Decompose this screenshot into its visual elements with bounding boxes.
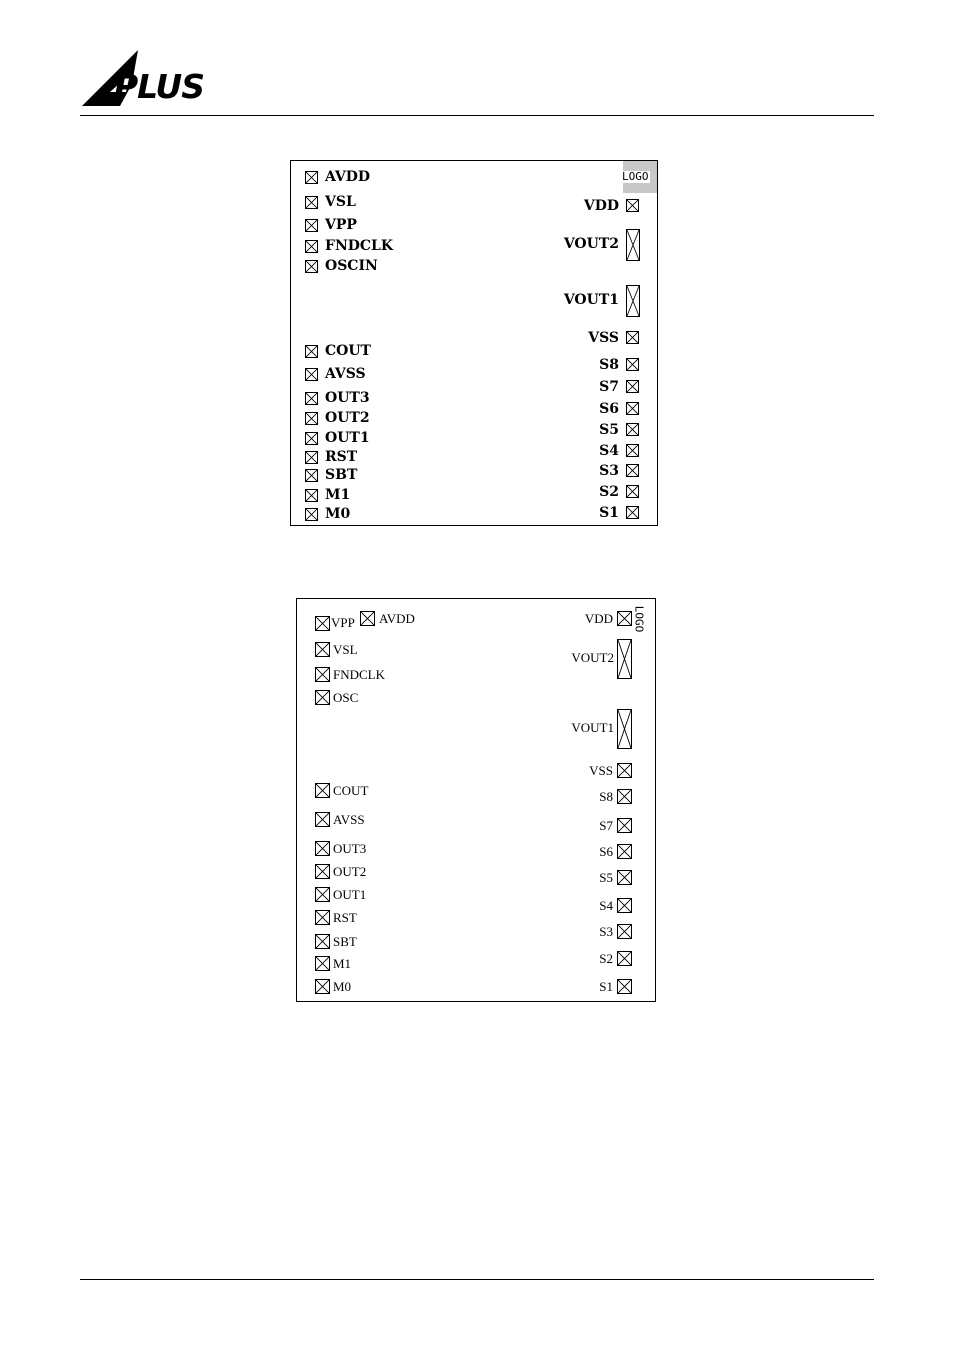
bond-pad-icon <box>305 469 318 482</box>
bond-pad-icon <box>617 898 632 913</box>
bond-pad-icon <box>360 611 375 626</box>
pin-label: VOUT2 <box>563 236 619 252</box>
bond-pad-icon <box>315 690 330 705</box>
pin-label: VOUT2 <box>571 650 614 665</box>
bond-pad-icon <box>626 358 639 371</box>
pin-label: S6 <box>599 401 619 417</box>
pin-label: VSS <box>588 330 619 346</box>
footer-rule <box>80 1279 874 1280</box>
pin-label: OSC <box>333 690 359 705</box>
pad-diagram-plain <box>296 598 656 1002</box>
bond-pad-icon <box>305 260 318 273</box>
pin-label: M1 <box>325 487 351 503</box>
pin-label: OUT2 <box>325 410 370 426</box>
bond-pad-icon <box>315 841 330 856</box>
bond-pad-icon <box>626 402 639 415</box>
bond-pad-icon <box>305 451 318 464</box>
pin-label: OUT1 <box>333 887 367 902</box>
pin-label: VOUT1 <box>563 292 619 308</box>
bond-pad-icon <box>305 240 318 253</box>
bond-pad-icon <box>315 956 330 971</box>
pin-label: FNDCLK <box>333 667 386 682</box>
pin-label: OUT3 <box>333 841 367 856</box>
bond-pad-icon <box>315 887 330 902</box>
pin-label: M0 <box>333 979 352 994</box>
bond-pad-icon <box>315 979 330 994</box>
pin-label: OUT3 <box>325 390 370 406</box>
bond-pad-icon <box>315 910 330 925</box>
bond-pad-icon <box>617 951 632 966</box>
bond-pad-icon <box>626 464 639 477</box>
bond-pad-icon <box>617 818 632 833</box>
pin-label: SBT <box>333 934 357 949</box>
bond-pad-icon <box>617 709 632 749</box>
pin-label: VDD <box>584 611 613 626</box>
pin-label: RST <box>325 449 358 465</box>
pin-label: SBT <box>325 467 358 483</box>
pin-label: S3 <box>599 924 613 939</box>
pin-label: S5 <box>599 870 613 885</box>
pin-label: S8 <box>599 357 619 373</box>
pin-label: VDD <box>583 198 619 214</box>
bond-pad-icon <box>617 763 632 778</box>
bond-pad-icon <box>626 331 639 344</box>
bond-pad-icon <box>315 783 330 798</box>
pin-label: S2 <box>599 951 613 966</box>
bond-pad-icon <box>315 864 330 879</box>
bond-pad-icon <box>305 412 318 425</box>
pin-label: OUT1 <box>325 430 370 446</box>
bond-pad-icon <box>315 667 330 682</box>
pin-label: S2 <box>599 484 619 500</box>
pin-label: VSL <box>325 194 356 210</box>
pin-label: M1 <box>333 956 352 971</box>
pin-label: S3 <box>599 463 619 479</box>
bond-pad-icon <box>617 789 632 804</box>
bond-pad-icon <box>626 423 639 436</box>
bond-pad-icon <box>626 285 640 317</box>
pin-label: S5 <box>599 422 619 438</box>
bond-pad-icon <box>617 611 632 626</box>
bond-pad-icon <box>305 508 318 521</box>
bond-pad-icon <box>315 642 330 657</box>
pin-label: M0 <box>325 506 351 522</box>
bond-pad-icon <box>626 199 639 212</box>
pin-label: AVDD <box>379 611 415 626</box>
pin-label: COUT <box>333 783 369 798</box>
bond-pad-icon <box>617 844 632 859</box>
pin-label: AVSS <box>333 812 365 827</box>
bond-pad-icon <box>305 392 318 405</box>
bond-pad-icon <box>315 812 330 827</box>
pin-label: VSL <box>333 642 358 657</box>
pin-label: S7 <box>599 818 613 833</box>
bond-pad-icon <box>305 196 318 209</box>
logo-mark <box>632 601 653 641</box>
bond-pad-icon <box>305 368 318 381</box>
pin-label: OSCIN <box>325 258 378 274</box>
bond-pad-icon <box>617 870 632 885</box>
logo-label: LOGO <box>622 170 649 183</box>
pin-label: S6 <box>599 844 613 859</box>
pin-label: AVSS <box>325 366 366 382</box>
bond-pad-icon <box>305 489 318 502</box>
bond-pad-icon <box>626 444 639 457</box>
bond-pad-icon <box>305 171 318 184</box>
logo-label: LOGO <box>632 605 646 633</box>
bond-pad-icon <box>305 345 318 358</box>
bond-pad-icon <box>305 432 318 445</box>
brand-text: PLUS <box>114 67 204 106</box>
pin-label: S1 <box>599 505 619 521</box>
bond-pad-icon <box>626 506 639 519</box>
bond-pad-icon <box>617 979 632 994</box>
pin-label: OUT2 <box>333 864 367 879</box>
pin-label: S8 <box>599 789 613 804</box>
pin-label: S7 <box>599 379 619 395</box>
bond-pad-icon <box>315 934 330 949</box>
pin-label: VPP <box>331 615 355 630</box>
pin-label: FNDCLK <box>325 238 394 254</box>
header-rule <box>80 115 874 116</box>
pin-label: VPP <box>325 217 357 233</box>
pin-label: VOUT1 <box>571 720 614 735</box>
bond-pad-icon <box>305 219 318 232</box>
bond-pad-icon <box>617 924 632 939</box>
bond-pad-icon <box>626 229 640 261</box>
bond-pad-icon <box>626 380 639 393</box>
logo-mark <box>623 161 657 193</box>
pin-label: AVDD <box>325 169 370 185</box>
company-logo <box>80 46 225 110</box>
pad-diagram-bold <box>290 160 658 526</box>
pin-label: S4 <box>599 898 613 913</box>
pin-label: VSS <box>589 763 613 778</box>
bond-pad-icon <box>315 616 330 631</box>
pin-label: COUT <box>325 343 371 359</box>
bond-pad-icon <box>617 639 632 679</box>
pin-label: RST <box>333 910 357 925</box>
bond-pad-icon <box>626 485 639 498</box>
pin-label: S1 <box>599 979 613 994</box>
pin-label: S4 <box>599 443 619 459</box>
